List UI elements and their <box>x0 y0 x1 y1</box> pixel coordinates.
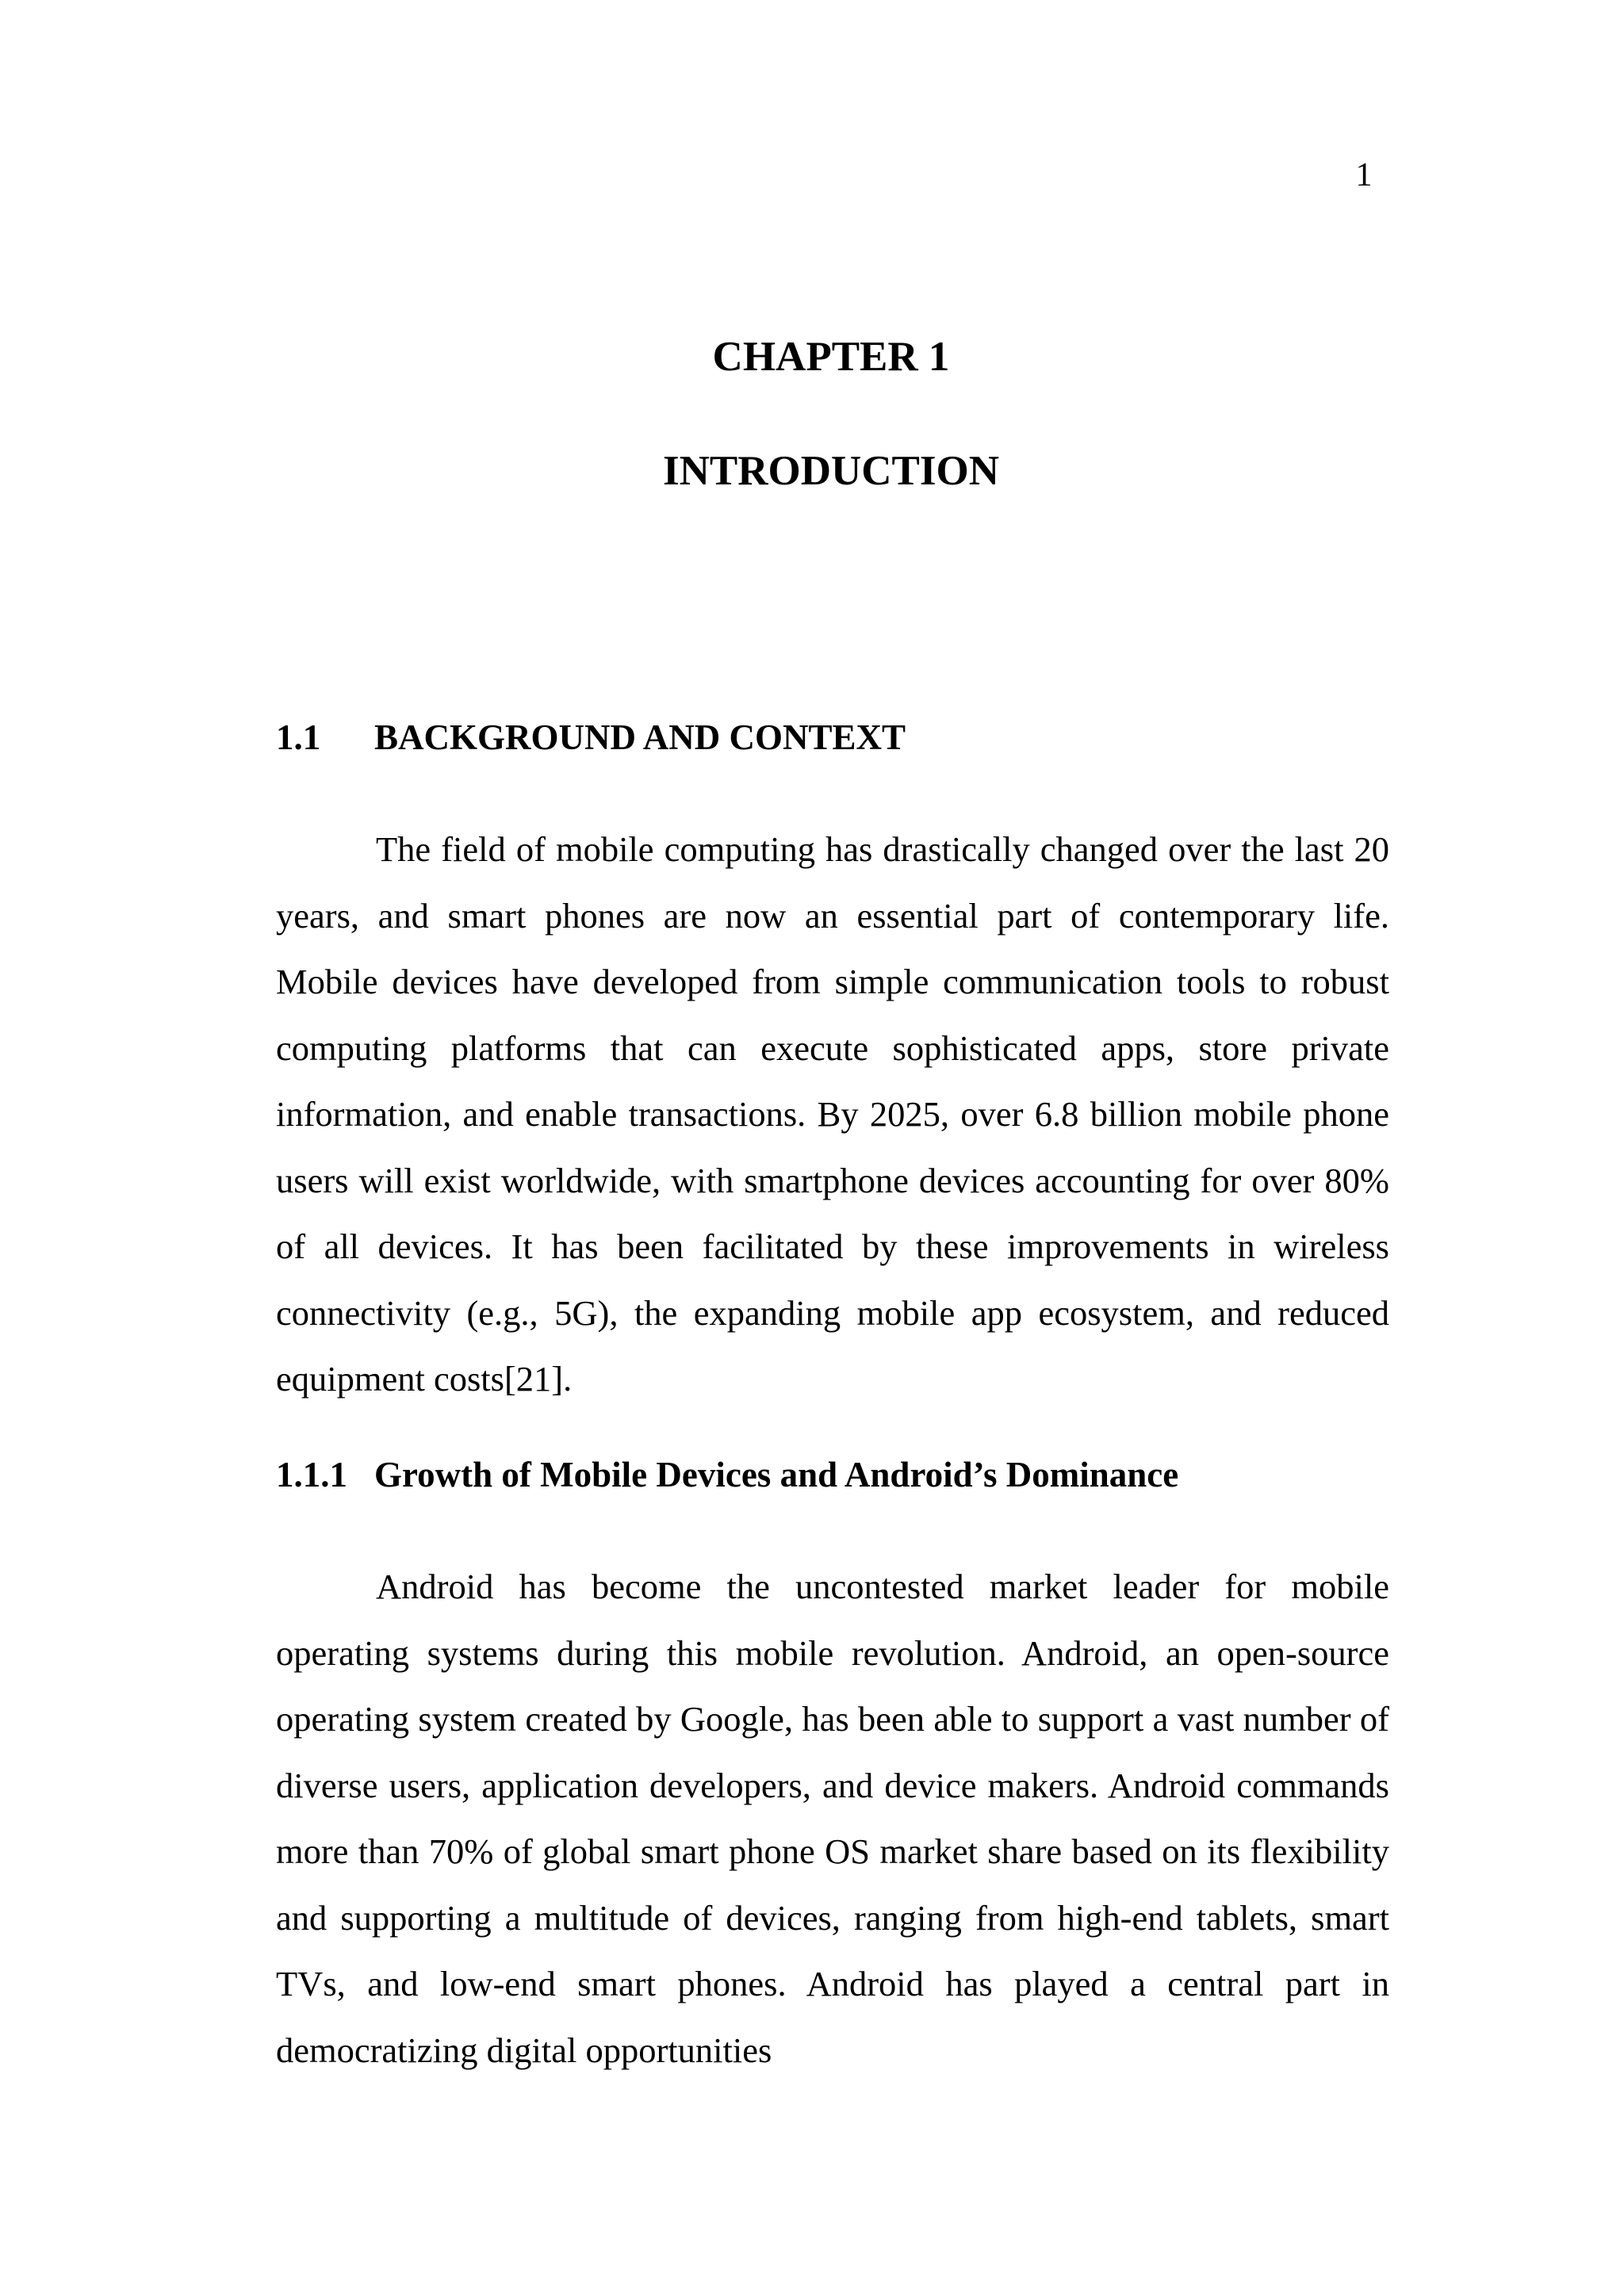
page-number: 1 <box>1355 157 1373 193</box>
chapter-title: INTRODUCTION <box>662 448 1000 494</box>
section-number: 1.1 <box>276 718 321 757</box>
chapter-label: CHAPTER 1 <box>712 334 950 380</box>
subsection-number: 1.1.1 <box>276 1455 347 1494</box>
subsection-title: Growth of Mobile Devices and Android’s Dominance <box>374 1455 1179 1494</box>
body-paragraph: Android has become the uncontested market leader for mobile operating systems during this mobile revolution. Android, an open-source operating system created by Google, has been able to support a vast number of diverse users, application developers, and device makers. Android commands more than 70% of global smart phone OS market share based on its flexibility and supporting a multitude of devices, ranging from high-end tablets, smart TVs, and low-end smart phones. Android has played a central part in democratizing digital opportunities <box>276 1567 1389 2070</box>
section-heading-1-1 <box>276 715 906 760</box>
body-paragraph: The field of mobile computing has drastically changed over the last 20 years, and smart phones are now an essential part of contemporary life. Mobile devices have developed from simple communication tools to robust computing platforms that can execute sophisticated apps, store private information, and enable transactions. By 2025, over 6.8 billion mobile phone users will exist worldwide, with smartphone devices accounting for over 80% of all devices. It has been facilitated by these improvements in wireless connectivity (e.g., 5G), the expanding mobile app ecosystem, and reduced equipment costs[21]. <box>276 829 1389 1399</box>
section-title: BACKGROUND AND CONTEXT <box>374 718 906 757</box>
section-heading-1-1-1 <box>276 1452 1178 1497</box>
